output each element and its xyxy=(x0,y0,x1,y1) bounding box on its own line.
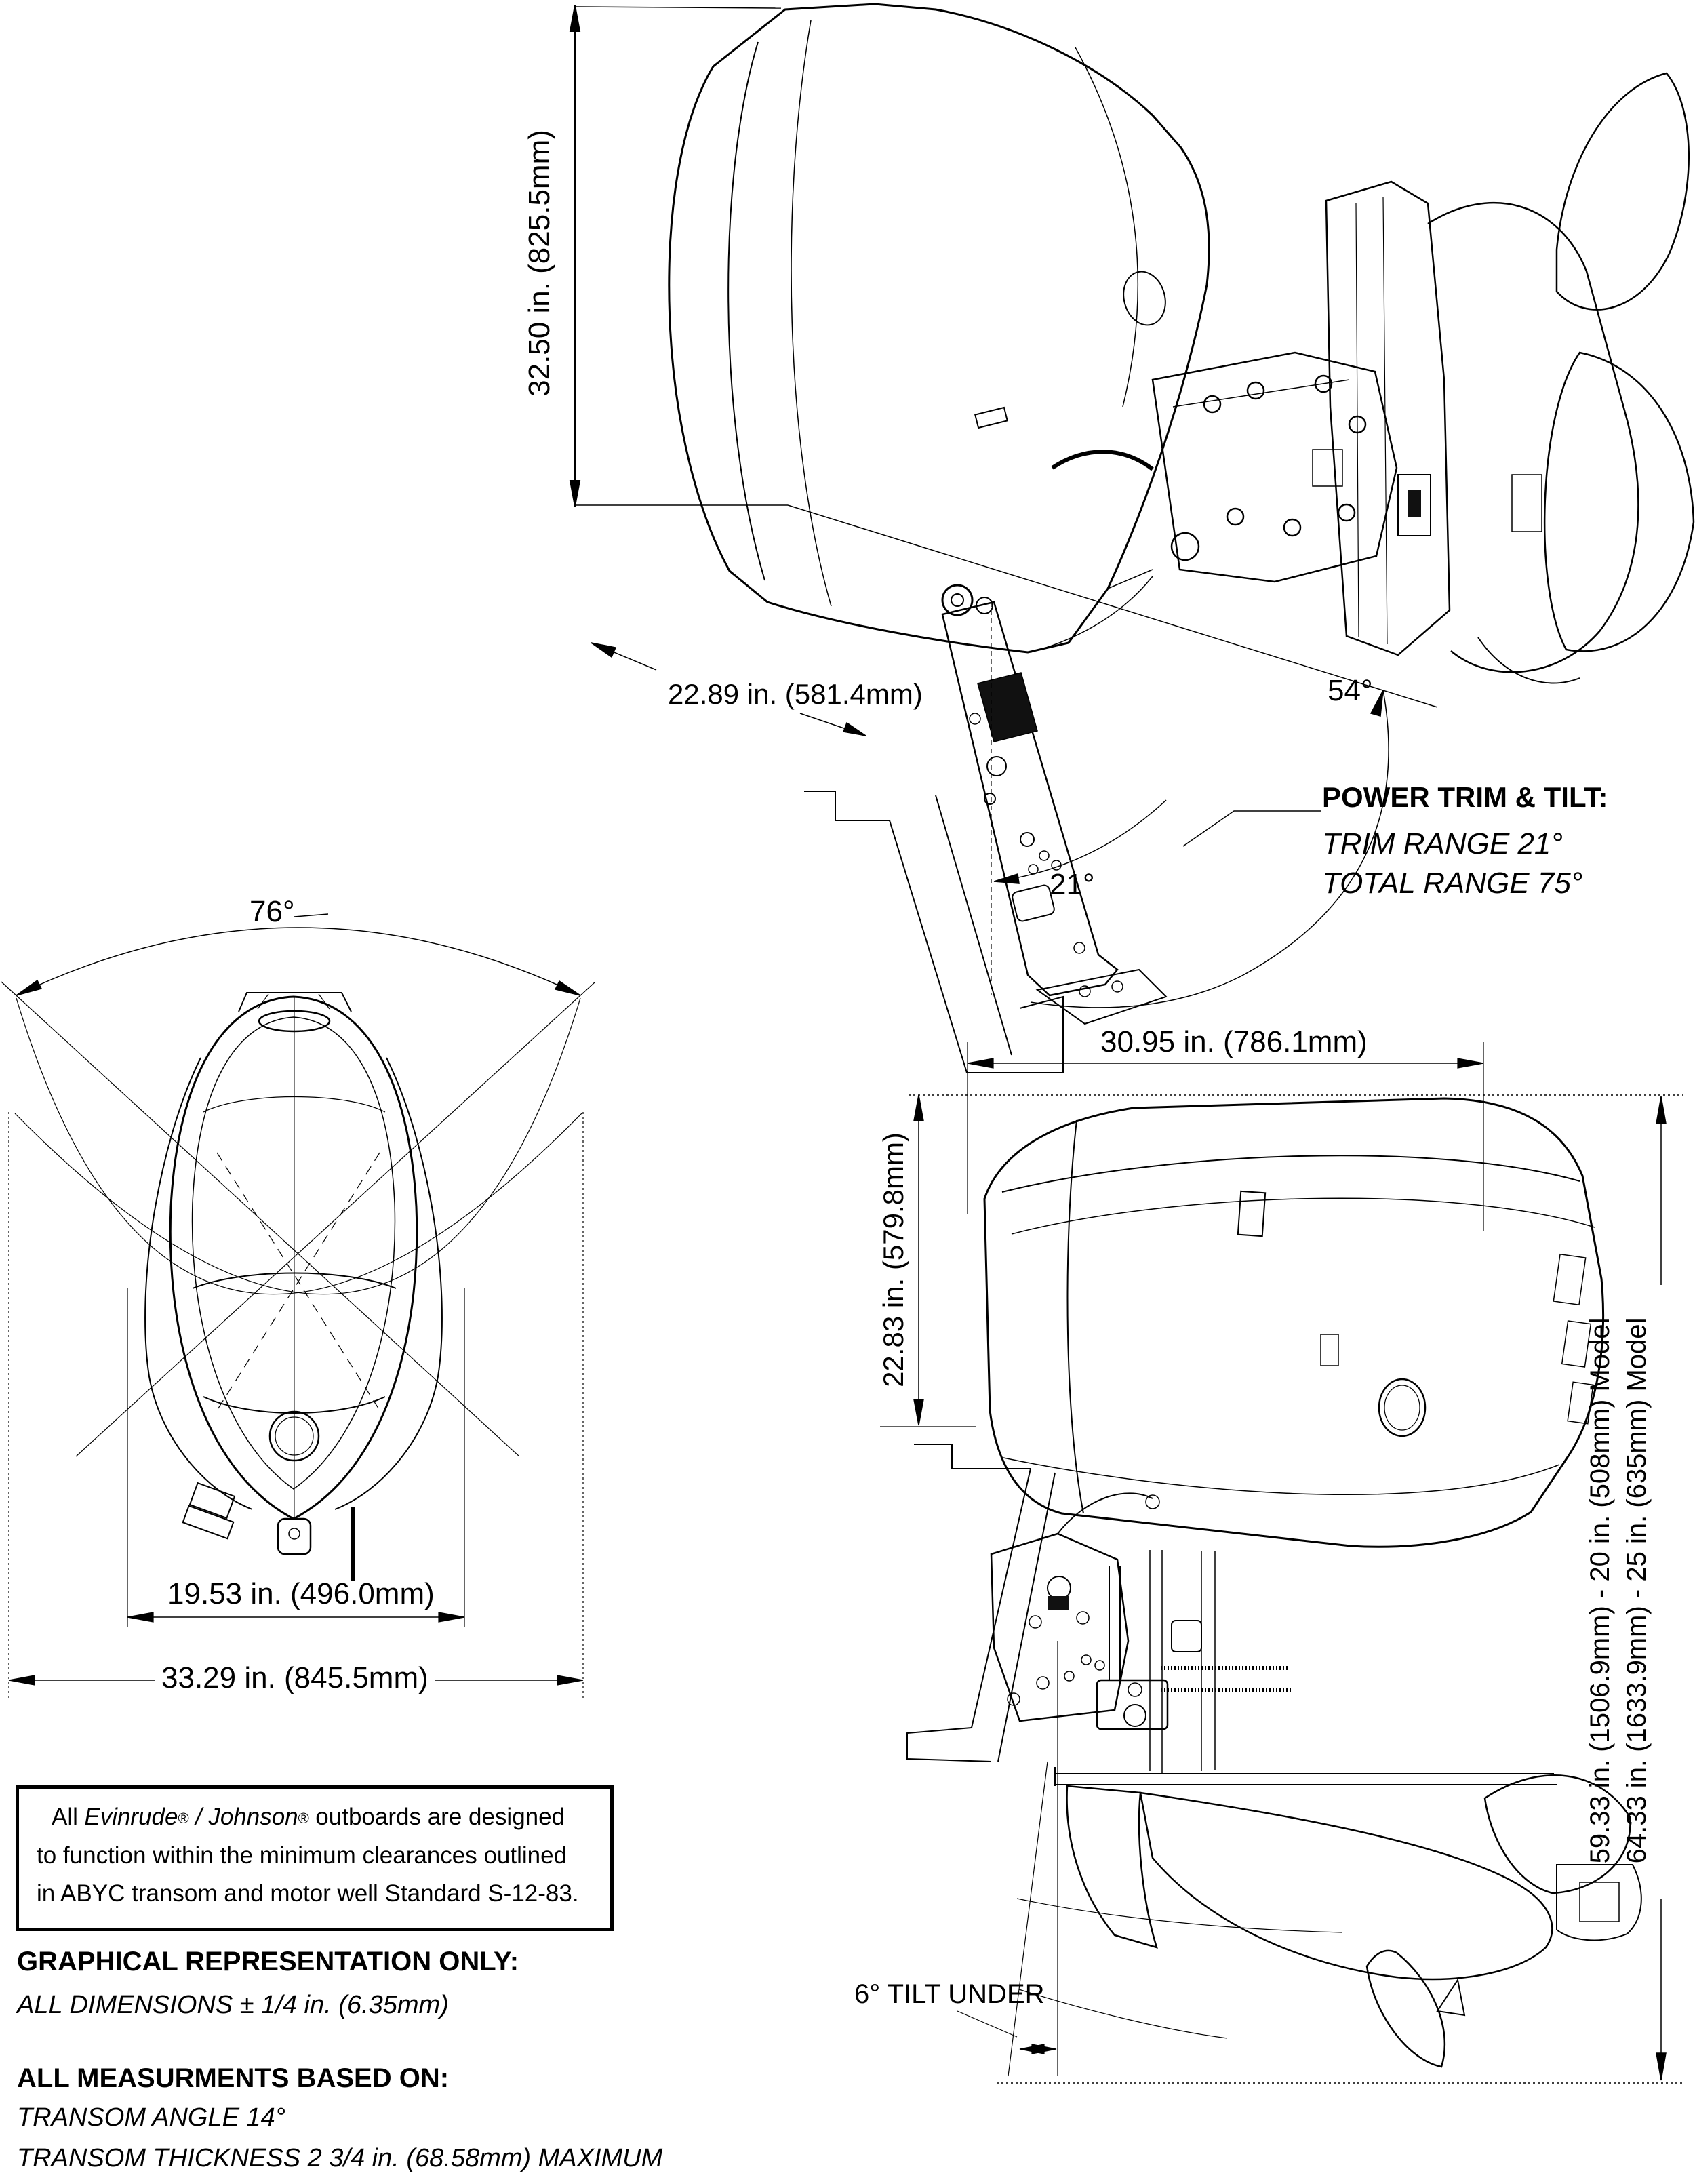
graphical-representation-heading: GRAPHICAL REPRESENTATION ONLY: xyxy=(17,1947,519,1977)
tilt-up-angle-label: 54° xyxy=(1328,674,1373,707)
side-motor-drawing xyxy=(907,1098,1641,2067)
dimensions-tolerance-note: ALL DIMENSIONS ± 1/4 in. (6.35mm) xyxy=(17,1991,449,2019)
overall-height-25in-model-label: 64.33 in. (1633.9mm) - 25 in. (635mm) Model xyxy=(1622,1317,1652,1864)
total-range-label: TOTAL RANGE 75° xyxy=(1322,867,1583,900)
tilted-motor-drawing xyxy=(669,4,1694,1073)
dim-swing-33-29 xyxy=(9,1112,583,1699)
tilt-under-label: 6° TILT UNDER xyxy=(854,1979,1045,2009)
abyc-note-line2: to function within the minimum clearances outlined xyxy=(37,1842,567,1869)
measurements-based-on-heading: ALL MEASURMENTS BASED ON: xyxy=(17,2063,450,2093)
swing-width-dimension-label: 33.29 in. (845.5mm) xyxy=(155,1663,435,1694)
abyc-standard-note-box xyxy=(16,1785,614,1931)
side-view-ref-lines xyxy=(909,1095,1683,2083)
trim-range-label: TRIM RANGE 21° xyxy=(1322,827,1563,860)
overall-length-dimension-label: 30.95 in. (786.1mm) xyxy=(1100,1025,1368,1058)
overall-height-20in-model-label: 59.33 in. (1506.9mm) - 20 in. (508mm) Model xyxy=(1585,1317,1615,1864)
transom-height-dimension-label: 22.83 in. (579.8mm) xyxy=(877,1132,909,1387)
dim-width-19-53 xyxy=(127,1288,464,1627)
transom-thickness-note: TRANSOM THICKNESS 2 3/4 in. (68.58mm) MAXIMUM xyxy=(17,2144,663,2172)
steering-arc-76 xyxy=(1,914,595,1456)
dim-overall-height-59-64 xyxy=(1656,1096,1666,2080)
abyc-note-line1: All Evinrude® / Johnson® outboards are designed xyxy=(52,1804,565,1830)
steering-angle-label: 76° xyxy=(250,895,295,928)
cowl-width-dimension-label: 19.53 in. (496.0mm) xyxy=(167,1577,435,1610)
transom-angle-note: TRANSOM ANGLE 14° xyxy=(17,2103,285,2132)
abyc-note-line3: in ABYC transom and motor well Standard S-12-83. xyxy=(37,1880,579,1907)
reach-dimension-label: 22.89 in. (581.4mm) xyxy=(668,678,923,710)
height-dimension-label: 32.50 in. (825.5mm) xyxy=(523,130,556,397)
power-trim-title: POWER TRIM & TILT: xyxy=(1322,781,1608,813)
trim-down-angle-label: 21° xyxy=(1050,868,1095,901)
dim-tilt-under-6 xyxy=(957,1641,1058,2076)
